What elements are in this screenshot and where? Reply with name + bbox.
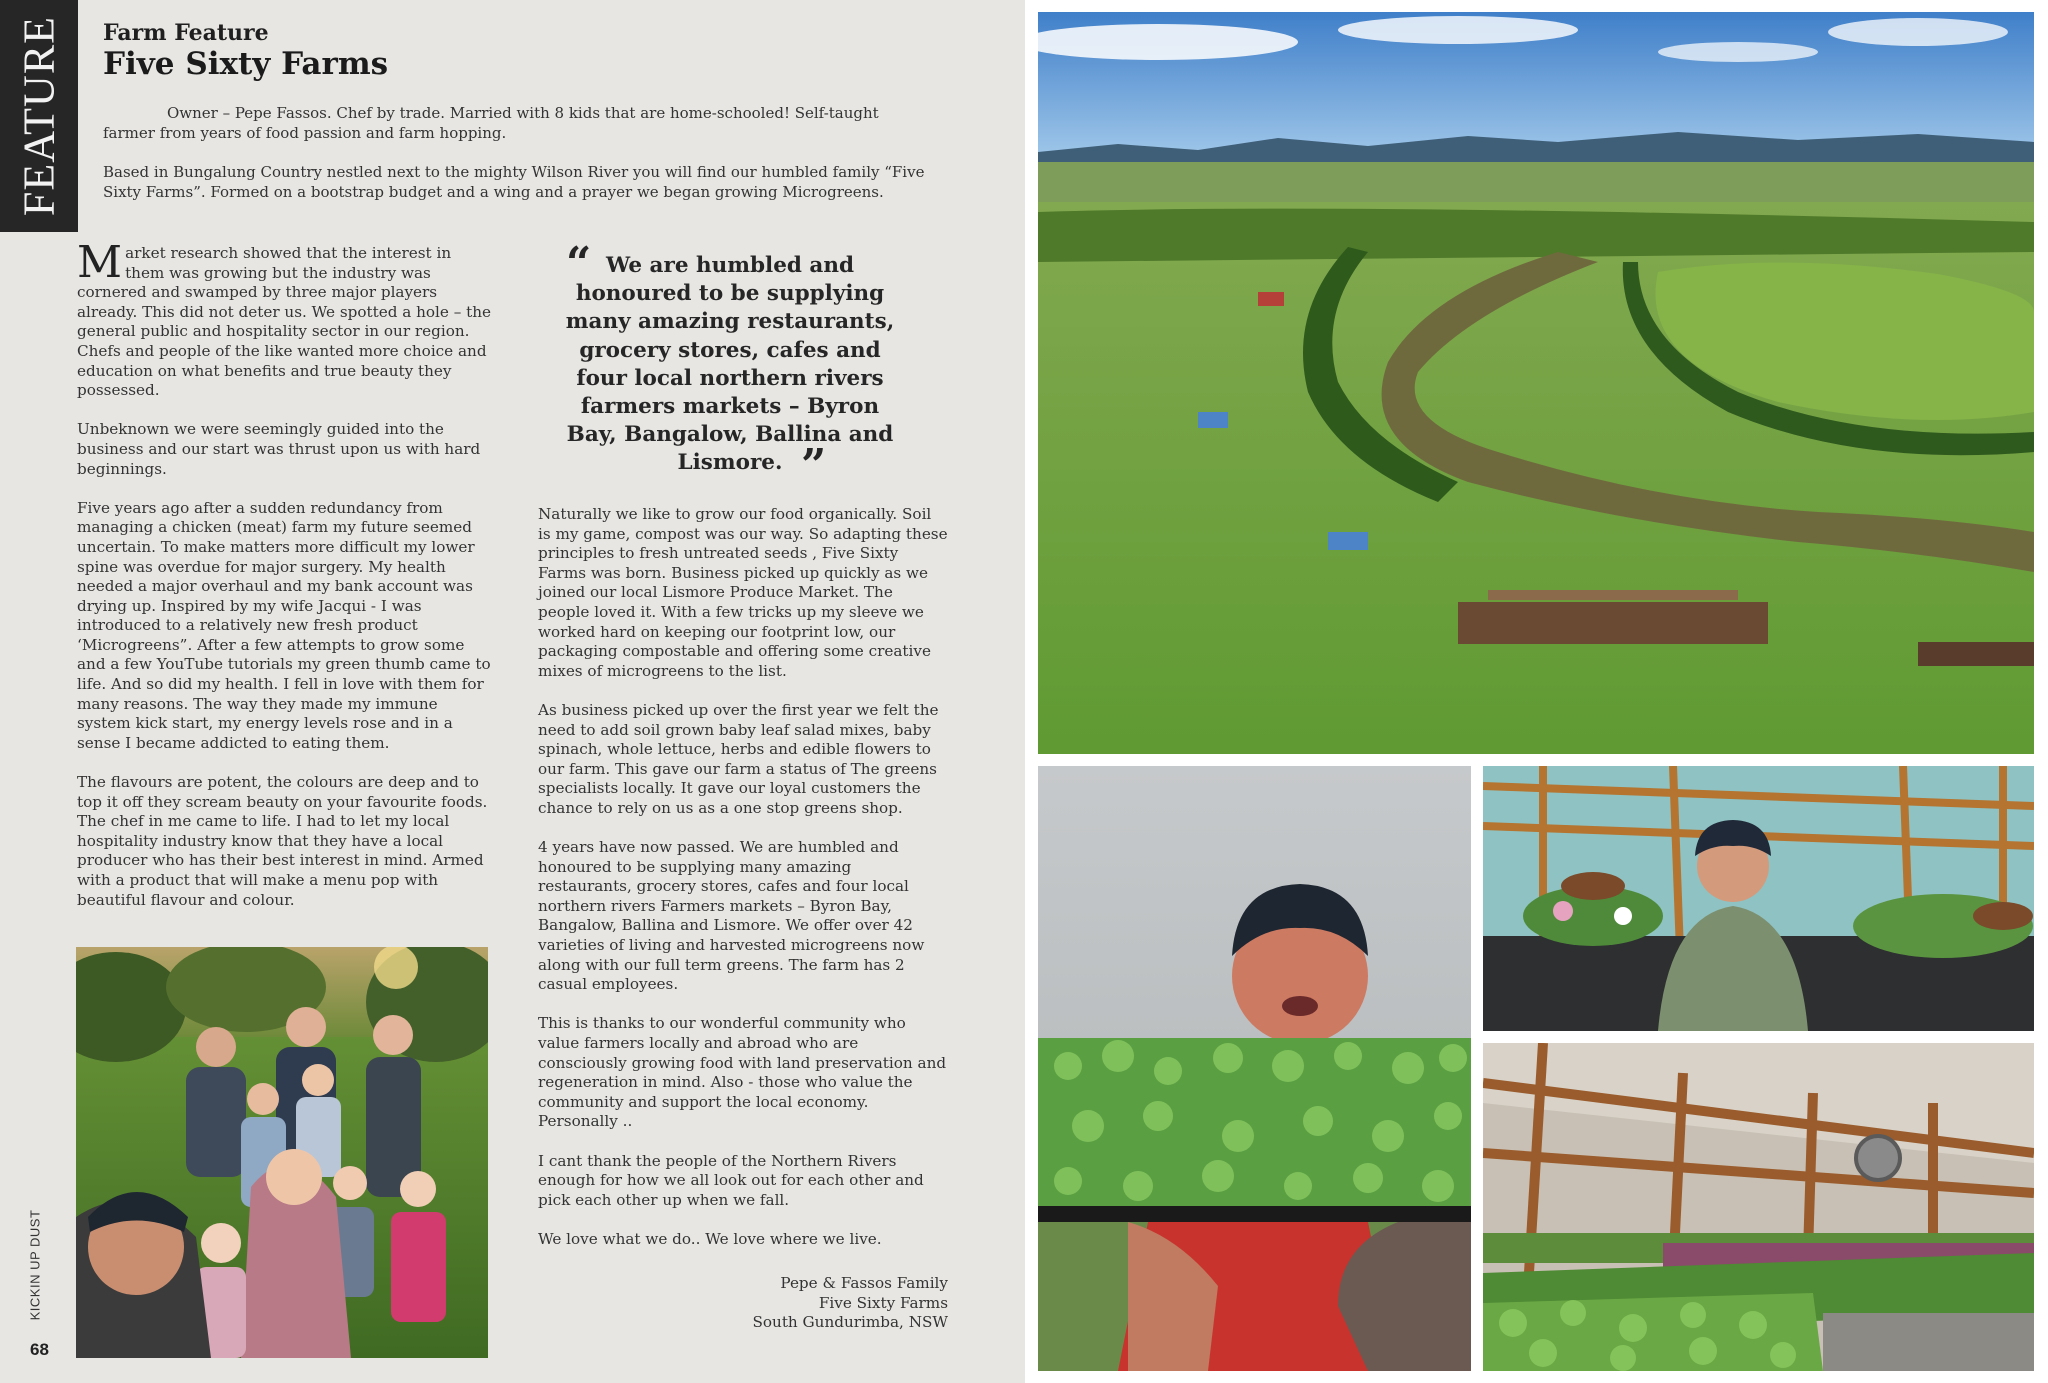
section-tab-label: FEATURE	[14, 15, 64, 217]
article-paragraph: Naturally we like to grow our food organically. Soil is my game, compost was our way. So adapting these principles to fresh untreated seeds , Five Sixty Farms was born. Business picked up quickly as we joined our local Lismore Produce Market. The people loved it. With a few tricks up my sleeve we worked hard on keeping our footprint low, our packaging compostable and offering some creative mixes of microgreens to the list.	[538, 505, 948, 680]
page-number: 68	[30, 1340, 49, 1359]
article-paragraph: Five years ago after a sudden redundancy from managing a chicken (meat) farm my future seemed uncertain. To make matters more difficult my lower spine was overdue for major surgery. My health needed a major overhaul and my bank account was drying up. Inspired by my wife Jacqui - I was introduced to a relatively new fresh product ‘Microgreens”. After a few attempts to grow some and a few YouTube tutorials my green thumb came to life. And so did my health. I fell in love with them for many reasons. The way they made my immune system kick start, my energy levels rose and in a sense I became addicted to eating them.	[77, 498, 491, 752]
article-paragraph: The flavours are potent, the colours are deep and to top it off they scream beauty on your favourite foods. The chef in me came to life. I had to let my local hospitality industry know that they have a local producer who has their best interest in mind. Armed with a product that will make a menu pop with beautiful flavour and colour.	[77, 773, 488, 909]
article-paragraph: 4 years have now passed. We are humbled and honoured to be supplying many amazing restaurants, grocery stores, cafes and four local northern rivers Farmers markets – Byron Bay, Bangalow, Ballina and Lismore. We offer over 42 varieties of living and harvested microgreens now along with our full term greens. The farm has 2 casual employees.	[538, 838, 925, 994]
article-paragraph: As business picked up over the first year we felt the need to add soil grown baby leaf salad mixes, baby spinach, whole lettuce, herbs and edible flowers to our farm. This gave our farm a status of The greens specialists locally. It gave our loyal customers the chance to rely on us as a one stop greens shop.	[538, 700, 939, 817]
kicker: Farm Feature	[103, 20, 269, 46]
section-tab	[0, 0, 78, 232]
intro-paragraph: Owner – Pepe Fassos. Chef by trade. Married with 8 kids that are home-schooled! Self-taught farmer from years of food passion and farm hopping.	[103, 104, 879, 142]
greenhouse-portrait-photo	[1483, 766, 2034, 1031]
publication-side-label: KICKIN UP DUST	[27, 1209, 43, 1321]
family-photo	[76, 947, 488, 1358]
intro-paragraph: Based in Bungalung Country nestled next to the mighty Wilson River you will find our humbled family “Five Sixty Farms”. Formed on a bootstrap budget and a wing and a prayer we began growing Microgreens.	[103, 163, 925, 201]
signature	[753, 1274, 949, 1333]
close-quote-mark: ”	[801, 440, 827, 491]
article-paragraph: This is thanks to our wonderful community who value farmers locally and abroad who are consciously growing food with land preservation and regeneration in mind. Also - those who value the community and support the local economy. Personally ..	[538, 1014, 947, 1131]
aerial-farm-photo	[1038, 12, 2034, 754]
drop-cap: M	[77, 237, 123, 288]
microgreens-tray-photo	[1038, 766, 1471, 1371]
headline: Five Sixty Farms	[103, 46, 389, 82]
article-column-2	[538, 505, 948, 1269]
signature-line: South Gundurimba, NSW	[752, 1313, 948, 1332]
signature-line: Pepe & Fassos Family	[780, 1274, 948, 1292]
greenhouse-interior-photo	[1483, 1043, 2034, 1371]
article-paragraph: Market research showed that the interest in them was growing but the industry was cornered and swamped by three major players already. This did not deter us. We spotted a hole – the general public and hospitality sector in our region. Chefs and people of the like wanted more choice and education on what benefits and true beauty they possessed.	[77, 237, 492, 400]
article-paragraph: Unbeknown we were seemingly guided into the business and our start was thrust upon us with hard beginnings.	[77, 420, 481, 478]
article-column-1	[77, 237, 495, 930]
signature-line: Five Sixty Farms	[818, 1293, 948, 1312]
open-quote-mark: “	[566, 238, 592, 289]
pull-quote: We are humbled and honoured to be supplying many amazing restaurants, grocery stores, cafes and four local northern rivers farmers markets – Byron Bay, Bangalow, Ballina and Lismore.	[565, 253, 895, 476]
article-paragraph: We love what we do.. We love where we live.	[538, 1229, 882, 1248]
article-paragraph: I cant thank the people of the Northern Rivers enough for how we all look out for each other and pick each other up when we fall.	[538, 1151, 924, 1209]
